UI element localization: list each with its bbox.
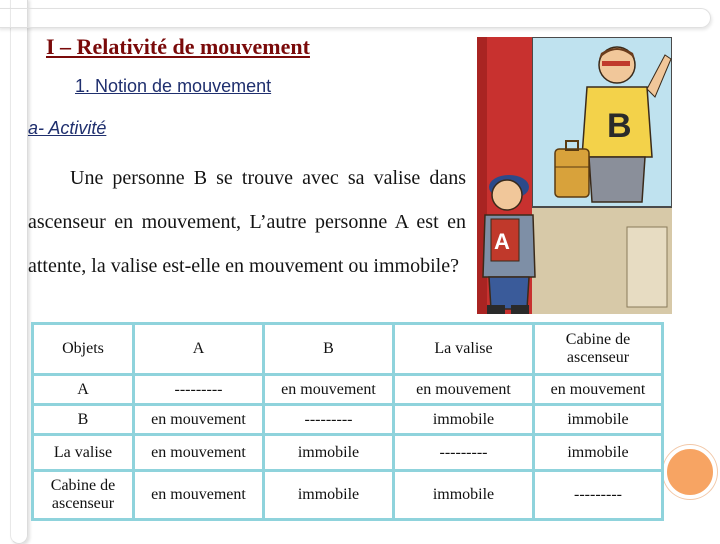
person-b-letter: B	[607, 107, 632, 145]
table-header-row	[33, 324, 663, 375]
table-cell: B	[33, 405, 134, 435]
table-header-cell: Cabine de ascenseur	[534, 324, 663, 375]
table-header-cell: B	[264, 324, 394, 375]
table-row	[33, 471, 663, 520]
table-row	[33, 435, 663, 471]
accent-dot	[663, 445, 717, 499]
slide-title: I – Relativité de mouvement	[46, 34, 310, 59]
table-cell: ---------	[134, 375, 264, 405]
table-cell: ---------	[264, 405, 394, 435]
person-a-letter: A	[494, 229, 510, 254]
table-cell: immobile	[534, 435, 663, 471]
activity-label: a- Activité	[28, 118, 107, 138]
slide-frame-vertical	[10, 0, 28, 544]
elevator-illustration	[477, 37, 672, 314]
table-cell: en mouvement	[534, 375, 663, 405]
table-cell: ---------	[394, 435, 534, 471]
table-cell: La valise	[33, 435, 134, 471]
table-cell: en mouvement	[264, 375, 394, 405]
table-cell: en mouvement	[394, 375, 534, 405]
table-cell: immobile	[264, 471, 394, 520]
table-cell: immobile	[394, 405, 534, 435]
table-row	[33, 405, 663, 435]
table-row	[33, 375, 663, 405]
table-cell: immobile	[264, 435, 394, 471]
table-cell: immobile	[394, 471, 534, 520]
section-subtitle: 1. Notion de mouvement	[75, 76, 272, 96]
relativity-table	[31, 322, 664, 521]
slide-frame-horizontal	[0, 8, 711, 28]
table-cell: A	[33, 375, 134, 405]
activity-paragraph: Une personne B se trouve avec sa valise dans ascenseur en mouvement, L’autre personne A est en attente, la valise est-elle en mouvement ou immobile?	[28, 167, 466, 277]
table-cell: en mouvement	[134, 471, 264, 520]
table-header-cell: La valise	[394, 324, 534, 375]
table-cell: en mouvement	[134, 435, 264, 471]
table-cell: Cabine de ascenseur	[33, 471, 134, 520]
table-cell: en mouvement	[134, 405, 264, 435]
table-header-cell: A	[134, 324, 264, 375]
table-header-cell: Objets	[33, 324, 134, 375]
table-cell: ---------	[534, 471, 663, 520]
table-cell: immobile	[534, 405, 663, 435]
